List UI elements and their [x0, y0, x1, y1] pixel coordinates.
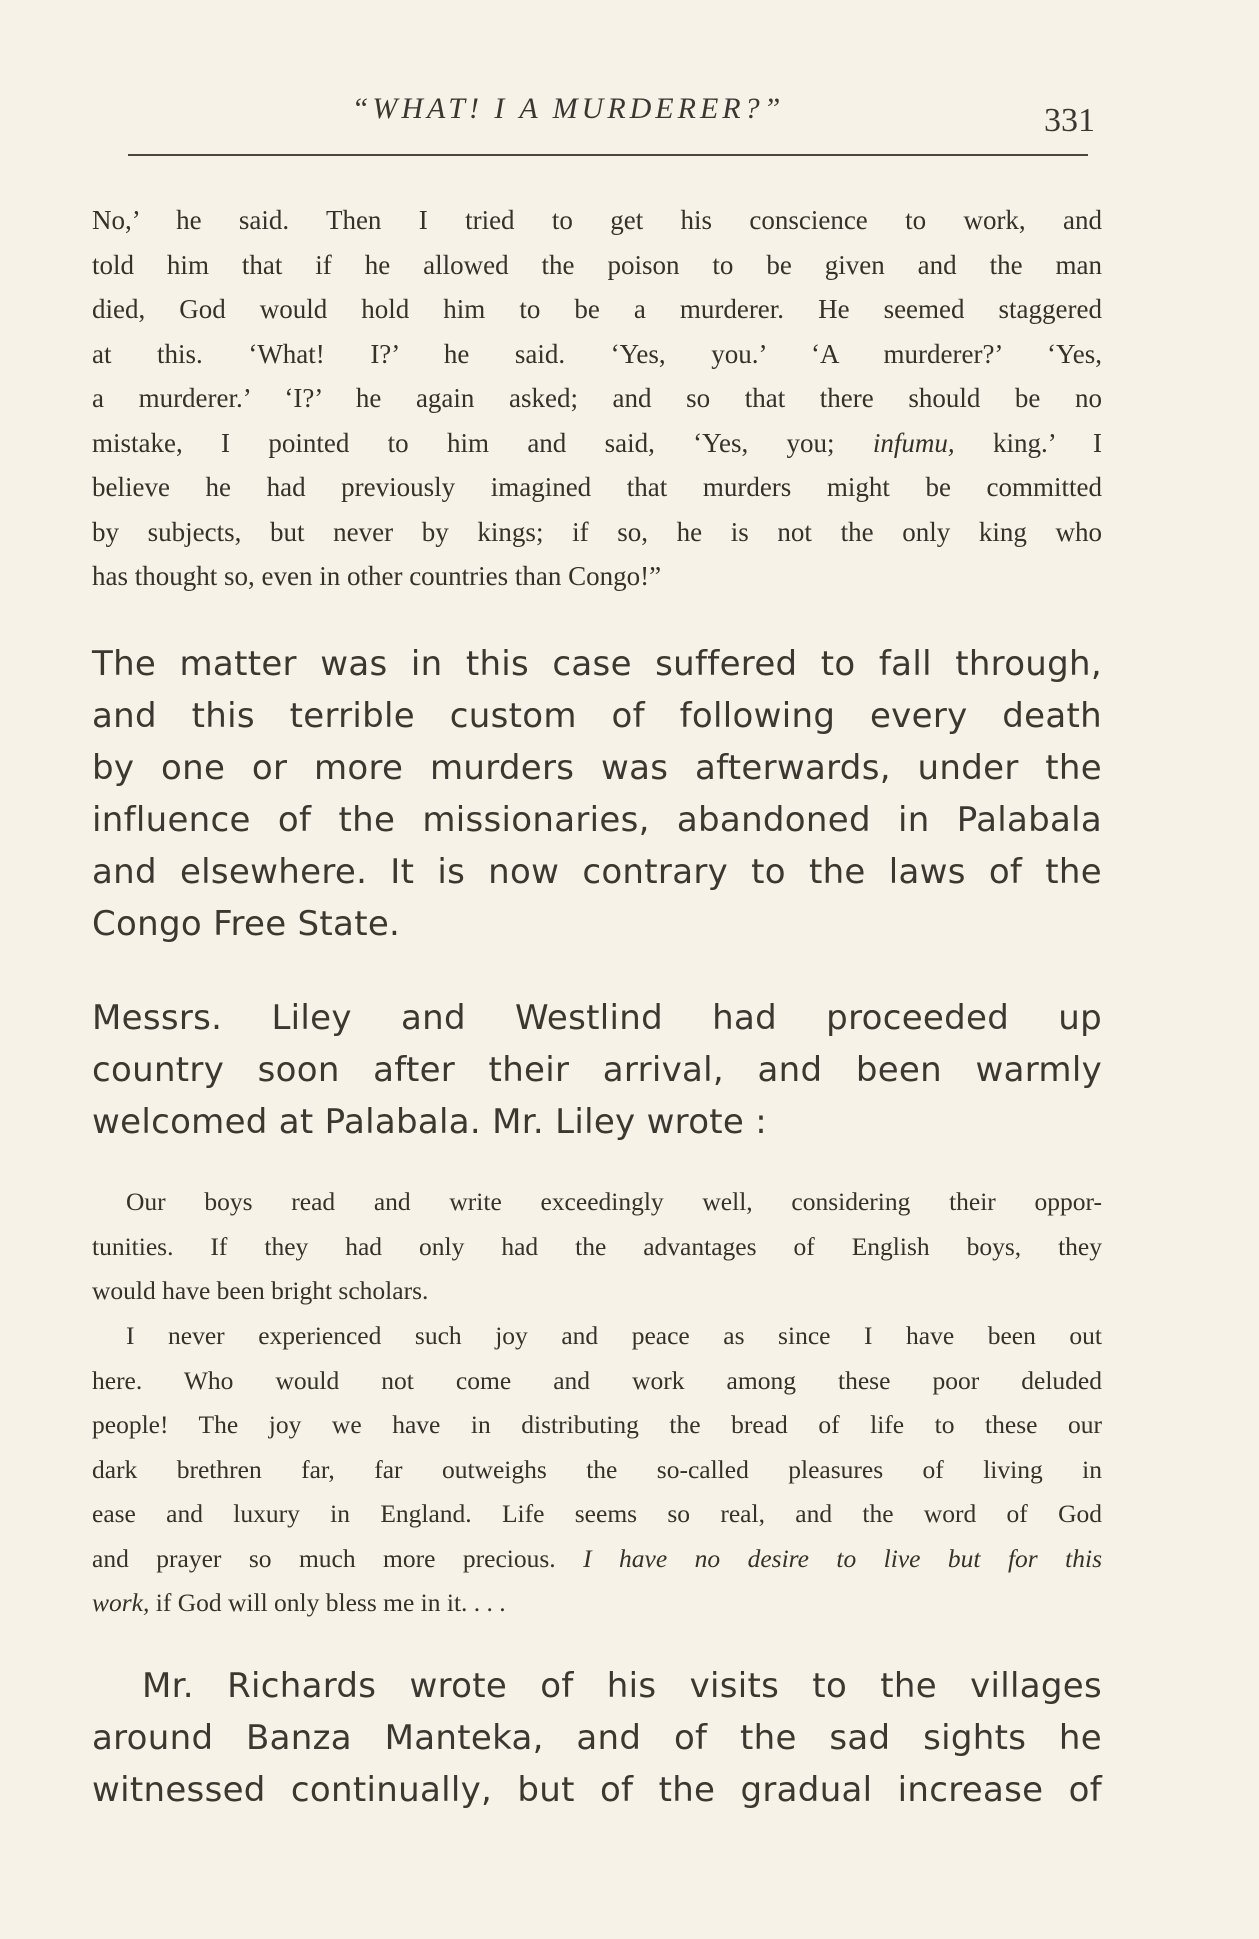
text-line: No,’ he said. Then I tried to get his conscience to work, and	[92, 205, 1102, 235]
page-number: 331	[1044, 102, 1095, 139]
text-line: died, God would hold him to be a murderer. He seemed staggered	[92, 294, 1102, 324]
text-line: here. Who would not come and work among these poor deluded	[92, 1365, 1102, 1395]
quote-paragraph-joy	[92, 1314, 1102, 1626]
italic-term: infumu,	[872, 427, 955, 458]
running-head: “WHAT! I A MURDERER?”	[351, 92, 785, 125]
text-line: dark brethren far, far outweighs the so-called pleasures of living in	[92, 1454, 1102, 1484]
text-line: believe he had previously imagined that murders might be committed	[92, 472, 1102, 502]
text-line: welcomed at Palabala. Mr. Liley wrote :	[92, 1102, 768, 1142]
text-line: people! The joy we have in distributing the bread of life to these our	[92, 1410, 1102, 1439]
text-line: would have been bright scholars.	[92, 1276, 429, 1305]
paragraph-custom-abandoned	[92, 638, 1102, 950]
text-segment: and prayer so much more precious.	[92, 1543, 556, 1573]
italic-phrase: I have no desire to live but for this	[583, 1543, 1103, 1573]
paragraph-liley-westlind	[92, 992, 1102, 1148]
text-line: Mr. Richards wrote of his visits to the villages	[142, 1666, 1102, 1706]
text-line: by subjects, but never by kings; if so, he is not the only king who	[92, 516, 1102, 547]
text-segment: mistake, I pointed to him and said, ‘Yes, you;	[92, 427, 835, 458]
text-line: Our boys read and write exceedingly well, considering their oppor-	[126, 1187, 1102, 1216]
text-line: witnessed continually, but of the gradual increase of	[92, 1770, 1102, 1810]
text-line: The matter was in this case suffered to fall through,	[92, 644, 1102, 684]
text-line: Congo Free State.	[92, 904, 401, 944]
text-line: ease and luxury in England. Life seems so real, and the word of God	[92, 1499, 1102, 1528]
text-line: a murderer.’ ‘I?’ he again asked; and so that there should be no	[92, 383, 1102, 413]
text-line: country soon after their arrival, and been warmly	[92, 1050, 1102, 1090]
text-line: by one or more murders was afterwards, under the	[92, 748, 1102, 788]
quote-paragraph-boys	[92, 1180, 1102, 1314]
text-line: around Banza Manteka, and of the sad sights he	[92, 1718, 1102, 1758]
text-line	[92, 1581, 1102, 1626]
text-line: and elsewhere. It is now contrary to the laws of the	[92, 852, 1102, 892]
text-line: Messrs. Liley and Westlind had proceeded up	[92, 998, 1102, 1038]
text-line: has thought so, even in other countries than Congo!”	[92, 561, 662, 591]
text-line: and this terrible custom of following every death	[92, 696, 1102, 736]
text-line: told him that if he allowed the poison to be given and the man	[92, 249, 1102, 280]
italic-phrase: work,	[92, 1588, 150, 1617]
paragraph-richards	[92, 1660, 1102, 1816]
text-line	[92, 1537, 1102, 1582]
header-rule	[128, 154, 1088, 156]
paragraph-continued-quote	[92, 198, 1102, 599]
text-line: at this. ‘What! I?’ he said. ‘Yes, you.’ ‘A murderer?’ ‘Yes,	[92, 338, 1102, 369]
text-segment: if God will only bless me in it. . . .	[155, 1588, 506, 1617]
text-segment: king.’ I	[992, 427, 1103, 458]
text-line: influence of the missionaries, abandoned in Palabala	[92, 800, 1102, 840]
text-line: I never experienced such joy and peace as since I have been out	[126, 1321, 1102, 1350]
text-line	[92, 421, 1102, 466]
text-line: tunities. If they had only had the advantages of English boys, they	[92, 1231, 1102, 1261]
